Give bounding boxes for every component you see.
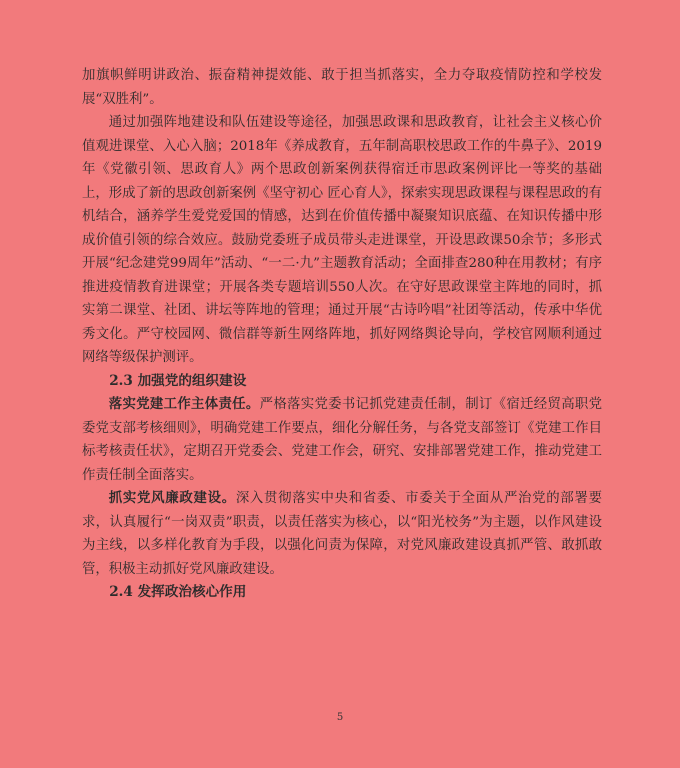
section-heading-2-4: 2.4 发挥政治核心作用 (109, 584, 247, 600)
page-number: 5 (336, 712, 344, 723)
paragraph-integrity (82, 487, 602, 581)
paragraph-text: 加旗帜鲜明讲政治、振奋精神提效能、敢于担当抓落实，全力夺取疫情防控和学校发展“双胜利”。 (82, 68, 602, 107)
paragraph-text: 通过加强阵地建设和队伍建设等途径，加强思政课和思政教育，让社会主义核心价值观进课堂、入心入脑；2018年《养成教育，五年制高职校思政工作的牛鼻子》、2019年《党徽引领、思政育人》两个思政创新案例获得宿迁市思政案例评比一等奖的基础上，形成了新的思政创新案例《坚守初心 匠心育人》，探索实现思政课程与课程思政的有机结合，涵养学生爱党爱国的情感，达到在价值传播中凝聚知识底蕴、在知识传播中形成价值引领的综合效应。鼓励党委班子成员带头走进课堂，开设思政课50余节；多形式开展“纪念建党99周年”活动、“一二·九”主题教育活动；全面排查280种在用教材；有序推进疫情教育进课堂；开展各类专题培训550人次。在守好思政课堂主阵地的同时，抓实第二课堂、社团、讲坛等阵地的管理；通过开展“古诗吟唱”社团等活动，传承中华优秀文化。严守校园网、微信群等新生网络阵地，抓好网络舆论导向，学校官网顺利通过网络等级保护测评。 (82, 115, 602, 365)
paragraph-responsibility (82, 393, 602, 487)
paragraph-text: 严格落实党委书记抓党建责任制，制订《宿迁经贸高职党委党支部考核细则》，明确党建工作要点，细化分解任务，与各党支部签订《党建工作目标考核责任状》，定期召开党委会、党建工作会，研究、安排部署党建工作，推动党建工作责任制全面落实。 (82, 397, 603, 483)
paragraph-lead: 落实党建工作主体责任。 (108, 396, 260, 412)
section-heading-2-3: 2.3 加强党的组织建设 (109, 372, 247, 389)
paragraph-text: 深入贯彻落实中央和省委、市委关于全面从严治党的部署要求，认真履行“一岗双责”职责，以责任落实为核心，以“阳光校务”为主题，以作风建设为主线，以多样化教育为手段，以强化问责为保障，对党风廉政建设真抓严管、敢抓敢管，积极主动抓好党风廉政建设。 (82, 491, 603, 577)
paragraph-lead: 抓实党风廉政建设。 (108, 490, 236, 506)
paragraph-ideology (82, 111, 602, 370)
paragraph-continued (82, 64, 602, 111)
body-text (82, 64, 602, 605)
